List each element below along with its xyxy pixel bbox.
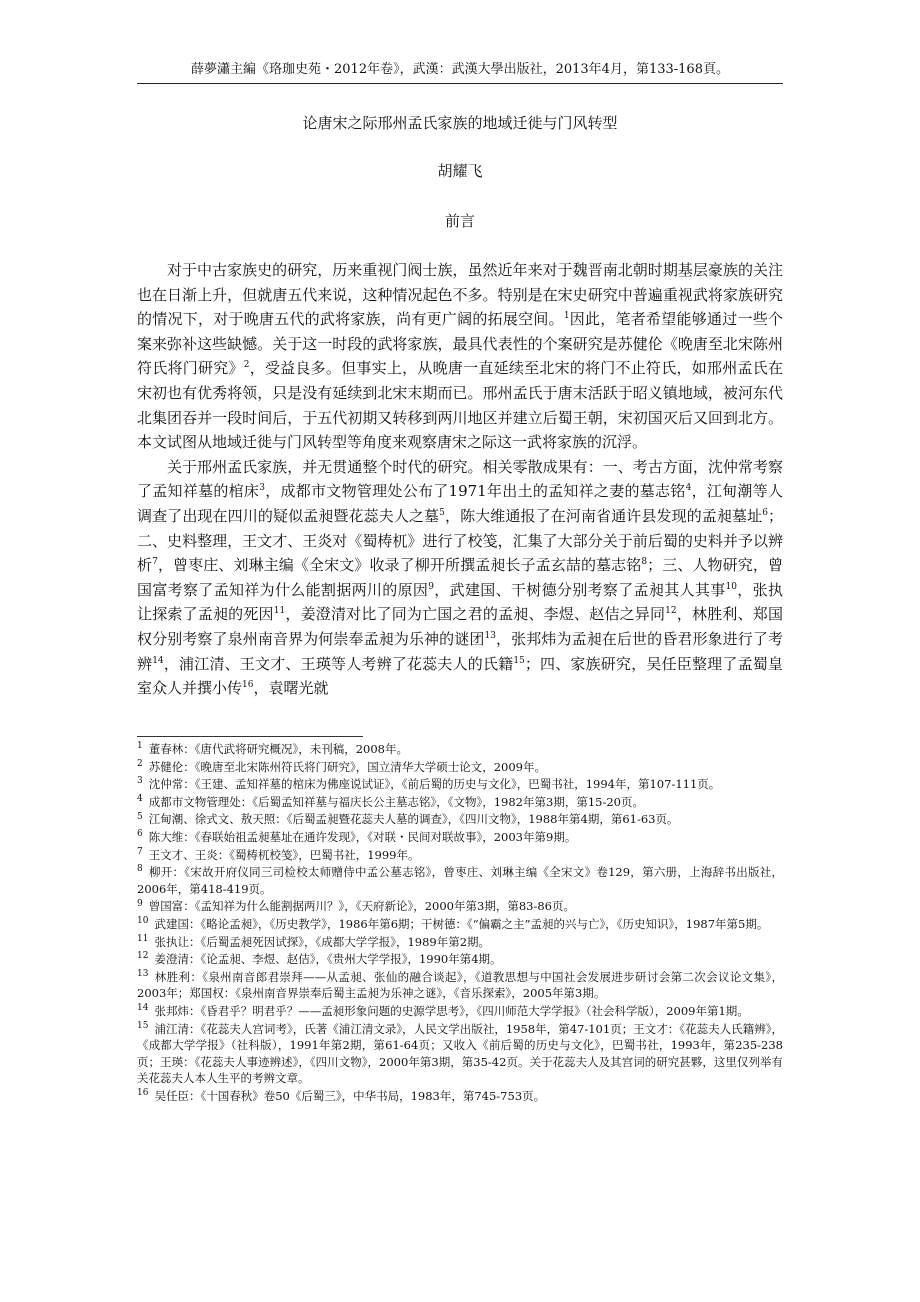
footnote: $^1$ 董春林：《唐代武将研究概况》，未刊稿，2008年。 bbox=[137, 741, 408, 756]
paragraph-2: 关于邢州孟氏家族，并无贯通整个时代的研究。相关零散成果有：一、考古方面，沈仲常考察了孟知祥墓的棺床$^3$，成都市文物管理处公布了1971年出土的孟知祥之妻的墓志铭$^4$，江甸潮等人调查了出现在四川的疑似孟昶暨花蕊夫人之墓$^5$，陈大维通报了在河南省通许县发现的孟昶墓址$^6$；二、史料整理，王文才、王炎对《蜀梼杌》进行了校笺，汇集了大部分关于前后蜀的史料并予以辨析$^7$，曾枣庄、刘琳主编《全宋文》收录了柳开所撰孟昶长子孟玄喆的墓志铭$^8$；三、人物研究，曾国富考察了孟知祥为什么能割据两川的原因$^9$，武建国、干树德分别考察了孟昶其人其事$^{10}$，张执让探索了孟昶的死因$^{11}$，姜澄清对比了同为亡国之君的孟昶、李煜、赵佶之异同$^{12}$，林胜利、郑国权分别考察了泉州南音界为何崇奉孟昶为乐神的谜团$^{13}$，张邦炜为孟昶在后世的昏君形象进行了考辨$^{14}$，浦江清、王文才、王瑛等人考辨了花蕊夫人的氏籍$^{15}$；四、家族研究，吴任臣整理了孟蜀皇室众人并撰小传$^{16}$，袁曙光就 bbox=[137, 457, 783, 698]
footnote-ref[interactable]: 7 bbox=[152, 557, 158, 568]
footnote: $^{13}$ 林胜利：《泉州南音郎君崇拜——从孟昶、张仙的融合谈起》，《道教思想与中国社会发展进步研讨会第二次会议论文集》，2003年；郑国权：《泉州南音界崇奉后蜀主孟昶为乐神之谜》，《音乐探索》，2005年第3期。 bbox=[137, 968, 783, 1001]
footnote: $^{14}$ 张邦炜：《昏君乎？明君乎？——孟昶形象问题的史源学思考》，《四川师范大学学报》（社会科学版），2009年第1期。 bbox=[137, 1003, 749, 1018]
footnote-ref[interactable]: 2 bbox=[243, 360, 250, 371]
paragraph-1: 对于中古家族史的研究，历来重视门阀士族，虽然近年来对于魏晋南北朝时期基层豪族的关注也在日渐上升，但就唐五代来说，这种情况起色不多。特别是在宋史研究中普遍重视武将家族研究的情况下，对于晚唐五代的武将家族，尚有更广阔的拓展空间。$^1$因此，笔者希望能够通过一些个案来弥补这些缺憾。关于这一时段的武将家族，最具代表性的个案研究是苏健伦《晚唐至北宋陈州符氏将门研究》$^2$，受益良多。但事实上，从晚唐一直延续至北宋的将门不止符氏，如邢州孟氏在宋初也有优秀将领，只是没有延续到北宋末期而已。邢州孟氏于唐末活跃于昭义镇地域，被河东代北集团吞并一段时间后，于五代初期又转移到两川地区并建立后蜀王朝，宋初国灭后又回到北方。本文试图从地域迁徙与门风转型等角度来观察唐宋之际这一武将家族的沉浮。 bbox=[137, 261, 783, 452]
footnote-ref[interactable]: 3 bbox=[259, 483, 265, 494]
footnote-ref[interactable]: 12 bbox=[665, 606, 677, 617]
footnote: $^{15}$ 浦江清：《花蕊夫人宫词考》，氏著《浦江清文录》，人民文学出版社，1958年，第47-101页；王文才：《花蕊夫人氏籍辨》，《成都大学学报》（社科版），1991年第2期，第61-64页；又收入《前后蜀的历史与文化》，巴蜀书社，1993年，第235-238页；王瑛：《花蕊夫人事迹辨述》，《四川文物》，2000年第3期，第35-42页。关于花蕊夫人及其宫词的研究甚夥，这里仅列举有关花蕊夫人本人生平的考辨文章。 bbox=[137, 1020, 783, 1086]
footnote: $^8$ 柳开：《宋故开府仪同三司检校太师赠侍中孟公墓志铭》，曾枣庄、刘琳主编《全宋文》卷129，第六册，上海辞书出版社，2006年，第418-419页。 bbox=[137, 864, 783, 896]
header-rule bbox=[137, 83, 783, 84]
footnote-ref[interactable]: 9 bbox=[428, 581, 434, 592]
footnote: $^{10}$ 武建国：《略论孟昶》，《历史教学》，1986年第6期；干树德：《“偏霸之主”孟昶的兴与亡》，《历史知识》，1987年第5期。 bbox=[137, 916, 769, 931]
footnote-ref[interactable]: 15 bbox=[513, 655, 525, 666]
footnote-ref[interactable]: 1 bbox=[563, 311, 570, 322]
paper-title: 论唐宋之际邢州孟氏家族的地域迁徙与门风转型 bbox=[302, 114, 618, 132]
footnote: $^{16}$ 吴任臣：《十国春秋》卷50《后蜀三》，中华书局，1983年，第745-753页。 bbox=[137, 1088, 546, 1103]
footnote: $^6$ 陈大维：《春联始祖孟昶墓址在通许发现》，《对联・民间对联故事》，2003年第9期。 bbox=[137, 829, 577, 844]
footnote-ref[interactable]: 14 bbox=[152, 655, 164, 666]
footnote-ref[interactable]: 5 bbox=[439, 507, 445, 518]
footnote: $^7$ 王文才、王炎：《蜀梼杌校笺》，巴蜀书社，1999年。 bbox=[137, 846, 420, 862]
footnote-ref[interactable]: 8 bbox=[641, 557, 648, 568]
footnote: $^4$ 成都市文物管理处：《后蜀孟知祥墓与福庆长公主墓志铭》，《文物》，1982年第3期，第15-20页。 bbox=[137, 793, 644, 809]
footnote-ref[interactable]: 6 bbox=[762, 507, 768, 518]
section-title: 前言 bbox=[444, 212, 475, 230]
footnote-ref[interactable]: 4 bbox=[685, 483, 692, 494]
footnote-ref[interactable]: 10 bbox=[725, 581, 737, 592]
footnotes bbox=[137, 741, 783, 1105]
footnote: $^{11}$ 张执让：《后蜀孟昶死因试探》，《成都大学学报》，1989年第2期。 bbox=[137, 933, 491, 949]
footnote: $^3$ 沈仲常：《王建、孟知祥墓的棺床为佛座说试证》，《前后蜀的历史与文化》，巴蜀书社，1994年，第107-111页。 bbox=[137, 776, 721, 792]
footnote: $^2$ 苏健伦：《晚唐至北宋陈州符氏将门研究》，国立清华大学硕士论文，2009年。 bbox=[137, 758, 546, 774]
author-name: 胡耀飞 bbox=[437, 162, 483, 180]
footnote-divider bbox=[137, 736, 363, 737]
footnote-ref[interactable]: 11 bbox=[273, 606, 286, 617]
footnote-ref[interactable]: 13 bbox=[484, 630, 496, 641]
footnote: $^5$ 江甸潮、徐式文、敖天照：《后蜀孟昶暨花蕊夫人墓的调查》，《四川文物》，1988年第4期，第61-63页。 bbox=[137, 811, 679, 827]
footnote-ref[interactable]: 16 bbox=[242, 680, 254, 691]
citation-header: 薛夢瀟主編《珞珈史苑・2012年卷》，武漢：武漢大學出版社，2013年4月，第133-168頁。 bbox=[191, 62, 729, 77]
body-text bbox=[137, 258, 783, 701]
footnote: $^{12}$ 姜澄清：《论孟昶、李煜、赵佶》，《贵州大学学报》，1990年第4期。 bbox=[137, 951, 502, 967]
footnote: $^9$ 曾国富：《孟知祥为什么能割据两川？》，《天府新论》，2000年第3期，第83-86页。 bbox=[137, 898, 575, 914]
